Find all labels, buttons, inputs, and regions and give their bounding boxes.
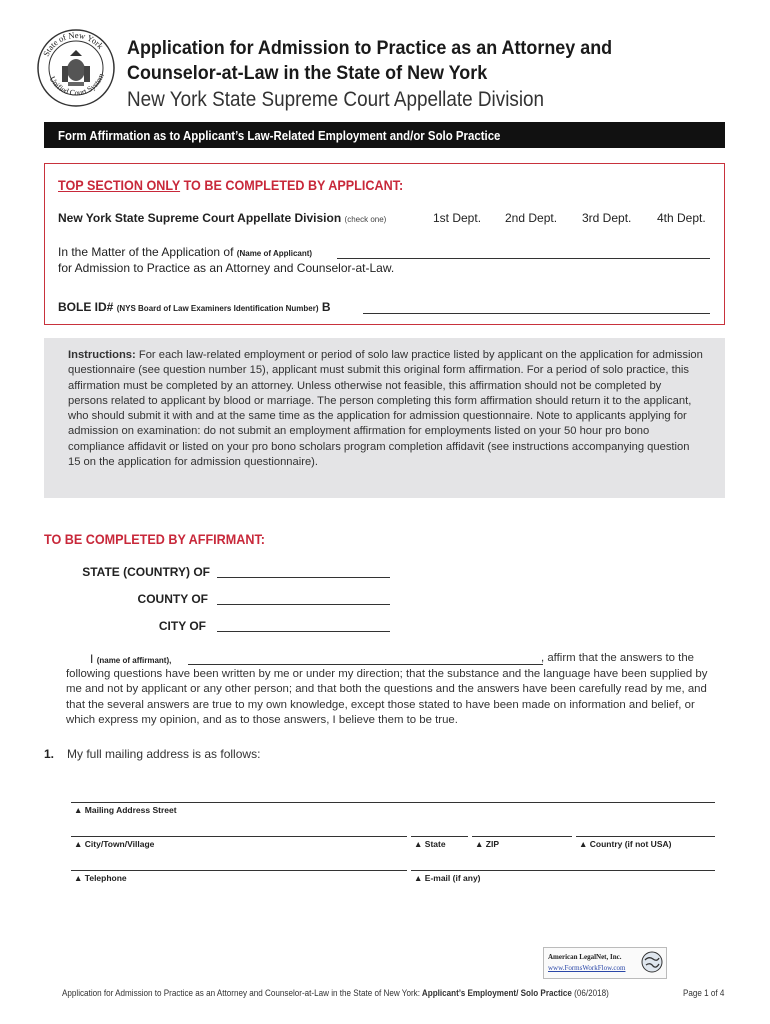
dept-option-4[interactable]: 4th Dept. — [657, 211, 706, 225]
question-text: My full mailing address is as follows: — [67, 747, 261, 761]
state-field[interactable] — [217, 577, 390, 578]
nys-court-seal-logo — [36, 28, 116, 108]
page-number: Page 1 of 4 — [683, 988, 725, 998]
city-town-field[interactable] — [71, 836, 407, 837]
logo-name: American LegalNet, Inc. — [548, 953, 622, 961]
logo-url[interactable]: www.FormsWorkFlow.com — [548, 964, 626, 972]
form-title — [127, 36, 642, 86]
instructions-text — [68, 348, 704, 470]
dept-option-1[interactable]: 1st Dept. — [433, 211, 482, 225]
footer-date: (06/2018) — [571, 988, 609, 998]
applicant-heading — [58, 177, 403, 193]
question-number: 1. — [44, 747, 55, 761]
zip-label: ▲ ZIP — [475, 839, 499, 849]
bole-id-field[interactable] — [363, 313, 710, 314]
instructions-box — [44, 338, 725, 498]
country-field[interactable] — [576, 836, 715, 837]
bole-row — [58, 300, 331, 314]
footer-left: Application for Admission to Practice as an Attorney and Counselor-at-Law in the State of New York: — [62, 988, 420, 998]
telephone-label: ▲ Telephone — [74, 873, 127, 883]
form-section-bar — [44, 122, 725, 148]
form-subtitle: New York State Supreme Court Appellate Division — [127, 88, 545, 111]
email-label: ▲ E-mail (if any) — [414, 873, 481, 883]
matter-prefix: In the Matter of the Application of — [58, 245, 234, 259]
svg-text:Unified Court System: Unified Court System — [47, 71, 106, 98]
city-field[interactable] — [217, 631, 390, 632]
state-label: STATE (COUNTRY) OF — [82, 565, 210, 579]
applicant-heading-underlined: TOP SECTION ONLY — [58, 177, 181, 193]
affirmant-name-field[interactable] — [188, 664, 543, 665]
telephone-field[interactable] — [71, 870, 407, 871]
email-field[interactable] — [411, 870, 715, 871]
affirmant-heading: TO BE COMPLETED BY AFFIRMANT: — [44, 531, 265, 547]
title-line-1: Application for Admission to Practice as an Attorney and — [127, 37, 613, 59]
mailing-street-field[interactable] — [71, 802, 715, 803]
dept-option-3[interactable]: 3rd Dept. — [582, 211, 632, 225]
name-of-applicant-note: (Name of Applicant) — [236, 249, 313, 258]
bole-note: (NYS Board of Law Examiners Identification Number) — [116, 304, 319, 313]
matter-row — [58, 245, 312, 259]
svg-text:State of New York: State of New York — [40, 29, 106, 58]
applicant-name-field[interactable] — [337, 258, 710, 259]
address-state-field[interactable] — [411, 836, 468, 837]
zip-field[interactable] — [472, 836, 572, 837]
title-line-2: Counselor-at-Law in the State of New York — [127, 62, 488, 84]
americanlegalnet-logo[interactable] — [543, 947, 667, 979]
i-label: I — [90, 652, 94, 666]
city-town-label: ▲ City/Town/Village — [74, 839, 155, 849]
country-label: ▲ Country (if not USA) — [579, 839, 672, 849]
address-state-label: ▲ State — [414, 839, 446, 849]
applicant-heading-rest: TO BE COMPLETED BY APPLICANT: — [180, 177, 404, 193]
city-label: CITY OF — [158, 619, 206, 633]
globe-icon — [641, 951, 663, 973]
division-label: New York State Supreme Court Appellate Division — [58, 211, 342, 225]
affirmant-name-row — [90, 652, 171, 666]
check-one-note: (check one) — [344, 215, 387, 224]
instructions-body: For each law-related employment or period of solo law practice listed by applicant on the application for admission questionnaire (see question number 15), applicant must submit this original form affirmation. For a period of solo practice, this affirmation must be completed by an attorney. Unless otherwise not feasible, this affirmation should not be completed by persons related to applicant by blood or marriage. The person completing this form affirmation should return it to the applicant, who should submit it with and at the same time as the application for admission questionnaire. Note to applicants applying for admission on examination: do not submit an employment affirmation for employments listed on your 50 hour pro bono compliance affidavit or listed on your pro bono scholars program completion affidavit (see instructions accompanying question 15 on the application for admission questionnaire). — [68, 349, 703, 469]
footer-text — [62, 988, 609, 998]
name-of-affirmant-note: (name of affirmant), — [96, 656, 172, 665]
bole-label: BOLE ID# — [58, 300, 114, 314]
form-section-title: Form Affirmation as to Applicant’s Law-Related Employment and/or Solo Practice — [58, 128, 501, 143]
mailing-street-label: ▲ Mailing Address Street — [74, 805, 177, 815]
affirmation-paragraph: following questions have been written by me or under my direction; that the substance and the language have been supplied by me and not by applicant or any other person; and that both the questions and the answers have been carefully read by me, and that the several answers are true to my own knowledge, except those stated to have been made on information and belief, or which express my opinion, and as to those answers, I believe them to be true. — [66, 668, 708, 726]
county-field[interactable] — [217, 604, 390, 605]
footer-form-name: Applicant’s Employment/ Solo Practice — [419, 988, 572, 998]
division-row — [58, 211, 386, 225]
affirm-tail: , affirm that the answers to the — [541, 652, 695, 664]
matter-suffix: for Admission to Practice as an Attorney and Counselor-at-Law. — [58, 261, 395, 275]
dept-option-2[interactable]: 2nd Dept. — [505, 211, 558, 225]
county-label: COUNTY OF — [137, 592, 208, 606]
bole-prefix: B — [321, 300, 331, 314]
instructions-label: Instructions: — [68, 349, 136, 361]
